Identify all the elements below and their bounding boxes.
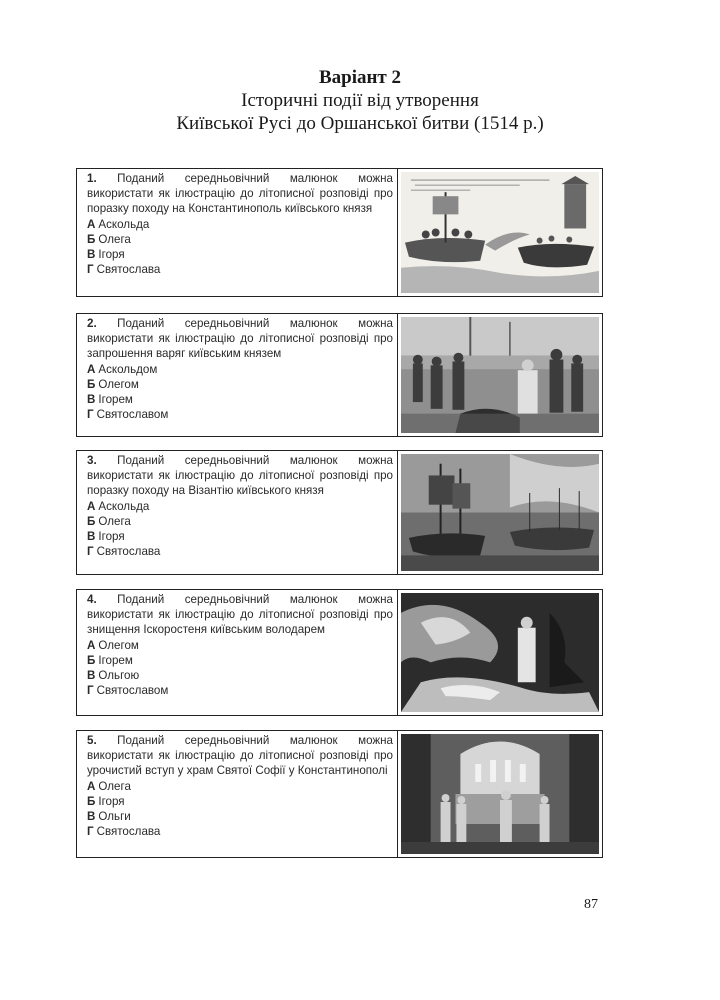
- task-3-option-c[interactable]: В Ігоря: [87, 530, 125, 544]
- task-3-text: [77, 451, 398, 574]
- task-1-text: [77, 169, 398, 296]
- task-1: [76, 168, 603, 297]
- task-1-manuscript-image: [401, 172, 599, 293]
- task-1-illustration: [398, 169, 602, 296]
- task-2-option-a[interactable]: А Аскольдом: [87, 362, 158, 376]
- task-2-option-b[interactable]: Б Олегом: [87, 377, 139, 391]
- task-3-option-a[interactable]: А Аскольда: [87, 499, 150, 513]
- task-4-number: 4.: [87, 593, 97, 606]
- task-3-option-b[interactable]: Б Олега: [87, 514, 131, 528]
- task-5-illustration: [398, 731, 602, 857]
- section-title-line1: Історичні події від утворення: [241, 90, 479, 111]
- task-2: [76, 313, 603, 437]
- page-number: 87: [584, 897, 598, 912]
- task-5-question: Поданий середньовічний малюнок можна використати як ілюстрацію до літописної розповіді про урочистий вступ у храм Святої Софії у Константинополі: [87, 734, 393, 778]
- task-4-option-c[interactable]: В Ольгою: [87, 669, 140, 683]
- task-4-painting-image: [401, 593, 599, 712]
- task-1-number: 1.: [87, 172, 97, 185]
- task-2-option-c[interactable]: В Ігорем: [87, 393, 133, 407]
- page-header: [0, 66, 720, 135]
- task-1-option-a[interactable]: А Аскольда: [87, 217, 150, 231]
- task-3-illustration: [398, 451, 602, 574]
- task-4-option-d[interactable]: Г Святославом: [87, 684, 169, 698]
- task-3-question: Поданий середньовічний малюнок можна використати як ілюстрацію до літописної розповіді про поразку походу на Візантію київського князя: [87, 454, 393, 498]
- task-3-number: 3.: [87, 454, 97, 467]
- task-5-option-c[interactable]: В Ольги: [87, 810, 131, 824]
- task-3: [76, 450, 603, 575]
- task-2-illustration: [398, 314, 602, 436]
- task-1-question: Поданий середньовічний малюнок можна використати як ілюстрацію до літописної розповіді про поразку походу на Константинополь київського князя: [87, 172, 393, 216]
- task-5-text: [77, 731, 398, 857]
- task-1-option-d[interactable]: Г Святослава: [87, 263, 161, 277]
- section-title-line2: Київської Русі до Оршанської битви (1514 р.): [176, 113, 544, 134]
- task-4-illustration: [398, 590, 602, 715]
- task-5-number: 5.: [87, 734, 97, 747]
- task-5-option-d[interactable]: Г Святослава: [87, 825, 161, 839]
- task-1-option-c[interactable]: В Ігоря: [87, 248, 125, 262]
- task-1-option-b[interactable]: Б Олега: [87, 232, 131, 246]
- variant-title: Варіант 2: [318, 67, 402, 88]
- task-4-option-a[interactable]: А Олегом: [87, 638, 139, 652]
- task-5-painting-image: [401, 734, 599, 854]
- task-4: [76, 589, 603, 716]
- task-2-option-d[interactable]: Г Святославом: [87, 408, 169, 422]
- task-2-number: 2.: [87, 317, 97, 330]
- task-2-text: [77, 314, 398, 436]
- task-3-option-d[interactable]: Г Святослава: [87, 545, 161, 559]
- task-4-question: Поданий середньовічний малюнок можна використати як ілюстрацію до літописної розповіді про знищення Іскоростеня київським володарем: [87, 593, 393, 637]
- task-5: [76, 730, 603, 858]
- task-4-text: [77, 590, 398, 715]
- task-5-option-b[interactable]: Б Ігоря: [87, 794, 125, 808]
- task-4-option-b[interactable]: Б Ігорем: [87, 653, 133, 667]
- task-2-painting-image: [401, 317, 599, 433]
- task-2-question: Поданий середньовічний малюнок можна використати як ілюстрацію до літописної розповіді про запрошення варяг київським князем: [87, 317, 393, 361]
- task-3-painting-image: [401, 454, 599, 571]
- task-5-option-a[interactable]: А Олега: [87, 779, 131, 793]
